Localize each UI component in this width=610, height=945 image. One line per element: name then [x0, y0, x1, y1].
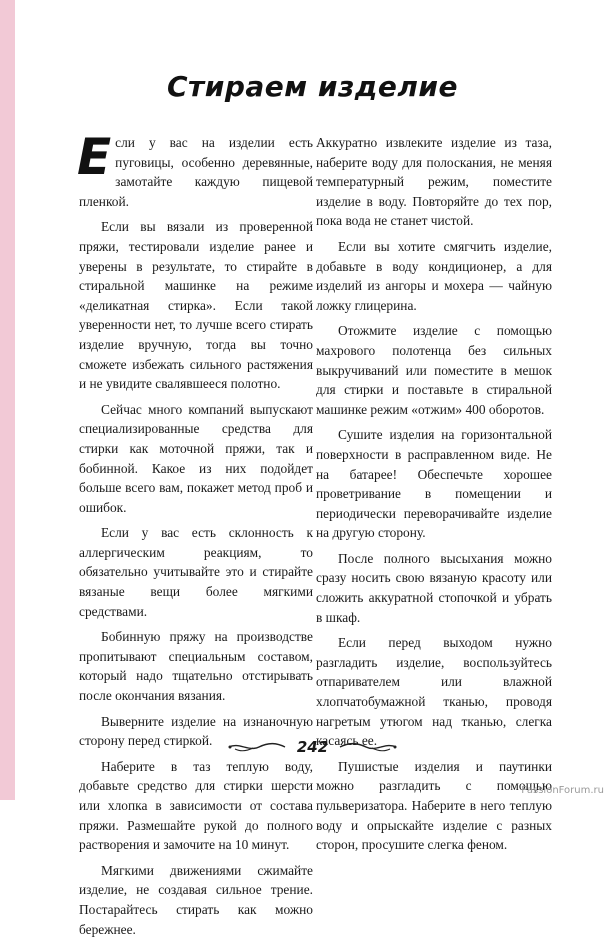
page-footer: [15, 738, 610, 758]
paragraph: Сейчас много компаний выпускают специализированные средства для стирки как моточной пряжи, так и бобинной. Какое из них подойдет больше всего вам, покажет метод проб и ошибок.: [79, 401, 313, 515]
paragraph: Бобинную пряжу на производстве пропитывают специальным составом, который надо тщательно отстирывать после окончания вязания.: [79, 629, 313, 704]
paragraph: Мягкими движениями сжимайте изделие, не создавая сильное трение. Постарайтесь стирать как можно бережнее.: [79, 862, 313, 937]
paragraph: Аккуратно извлеките изделие из таза, наберите воду для полоскания, не меняя температурный режим, поместите изделие в воду. Повторяйте до тех пор, пока вода не станет чистой.: [316, 135, 552, 229]
paragraph: Пушистые изделия и паутинки можно разгладить с помощью пульверизатора. Наберите в него теплую воду и опрыскайте изделие с разных сторон, просушите слегка феном.: [316, 758, 552, 853]
pink-edge-strip: [0, 0, 15, 800]
paragraph: Отожмите изделие с помощью махрового полотенца без сильных выкручиваний или поместите в мешок для стирки и поставьте в стиральной машинке режим «отжим» 400 оборотов.: [316, 323, 552, 417]
paragraph: Если вы вязали из проверенной пряжи, тестировали изделие ранее и уверены в результате, то стирайте в стиральной машинке на режиме «деликатная стирка». Если такой уверенности нет, то лучше всего стирать изделие вручную, тогда вы точно сможете избежать сильного растяжения и не увидите свалявшееся полотно.: [79, 219, 313, 392]
paragraph: После полного высыхания можно сразу носить свою вязаную красоту или сложить аккуратной стопочкой и убрать в шкаф.: [316, 550, 552, 625]
right-flourish-icon: [338, 740, 398, 754]
paragraph: Если вы хотите смягчить изделие, добавьте в воду кондиционер, а для изделий из ангоры и мохера — чайную ложку глицерина.: [316, 238, 552, 313]
paragraph: Выверните изделие на изнаночную сторону перед стиркой.: [79, 713, 313, 749]
page-number: 242: [296, 738, 329, 757]
watermark: PassionForum.ru: [521, 785, 604, 796]
paragraph: Если у вас есть склонность к аллергическим реакциям, то обязательно учитывайте это и стирайте вязаные вещи более мягкими средствами.: [79, 525, 313, 619]
left-column: [77, 128, 313, 945]
page-title: Стираем изделие: [166, 70, 459, 103]
paragraph: Если перед выходом нужно разгладить изделие, воспользуйтесь отпаривателем или влажной хлопчатобумажной тканью, проводя нагретым утюгом над тканью, слегка касаясь ее.: [316, 635, 552, 749]
paragraph: Наберите в таз теплую воду, добавьте средство для стирки шерсти или хлопка в зависимости от состава пряжи. Размешайте рукой до полного растворения и замочите на 10 минут.: [79, 758, 313, 853]
book-page: [15, 0, 610, 937]
paragraph-text: сли у вас на изделии есть пуговицы, особенно деревянные, замотайте каждую пищевой пленкой.: [79, 135, 313, 209]
paragraph: [77, 128, 313, 211]
paragraph: Сушите изделия на горизонтальной поверхности в расправленном виде. Не на батарее! Обеспечьте хорошее проветривание в помещении и периодически переворачивайте изделие на другую сторону.: [316, 427, 552, 541]
left-flourish-icon: [227, 740, 287, 754]
drop-cap: Е: [77, 128, 112, 186]
